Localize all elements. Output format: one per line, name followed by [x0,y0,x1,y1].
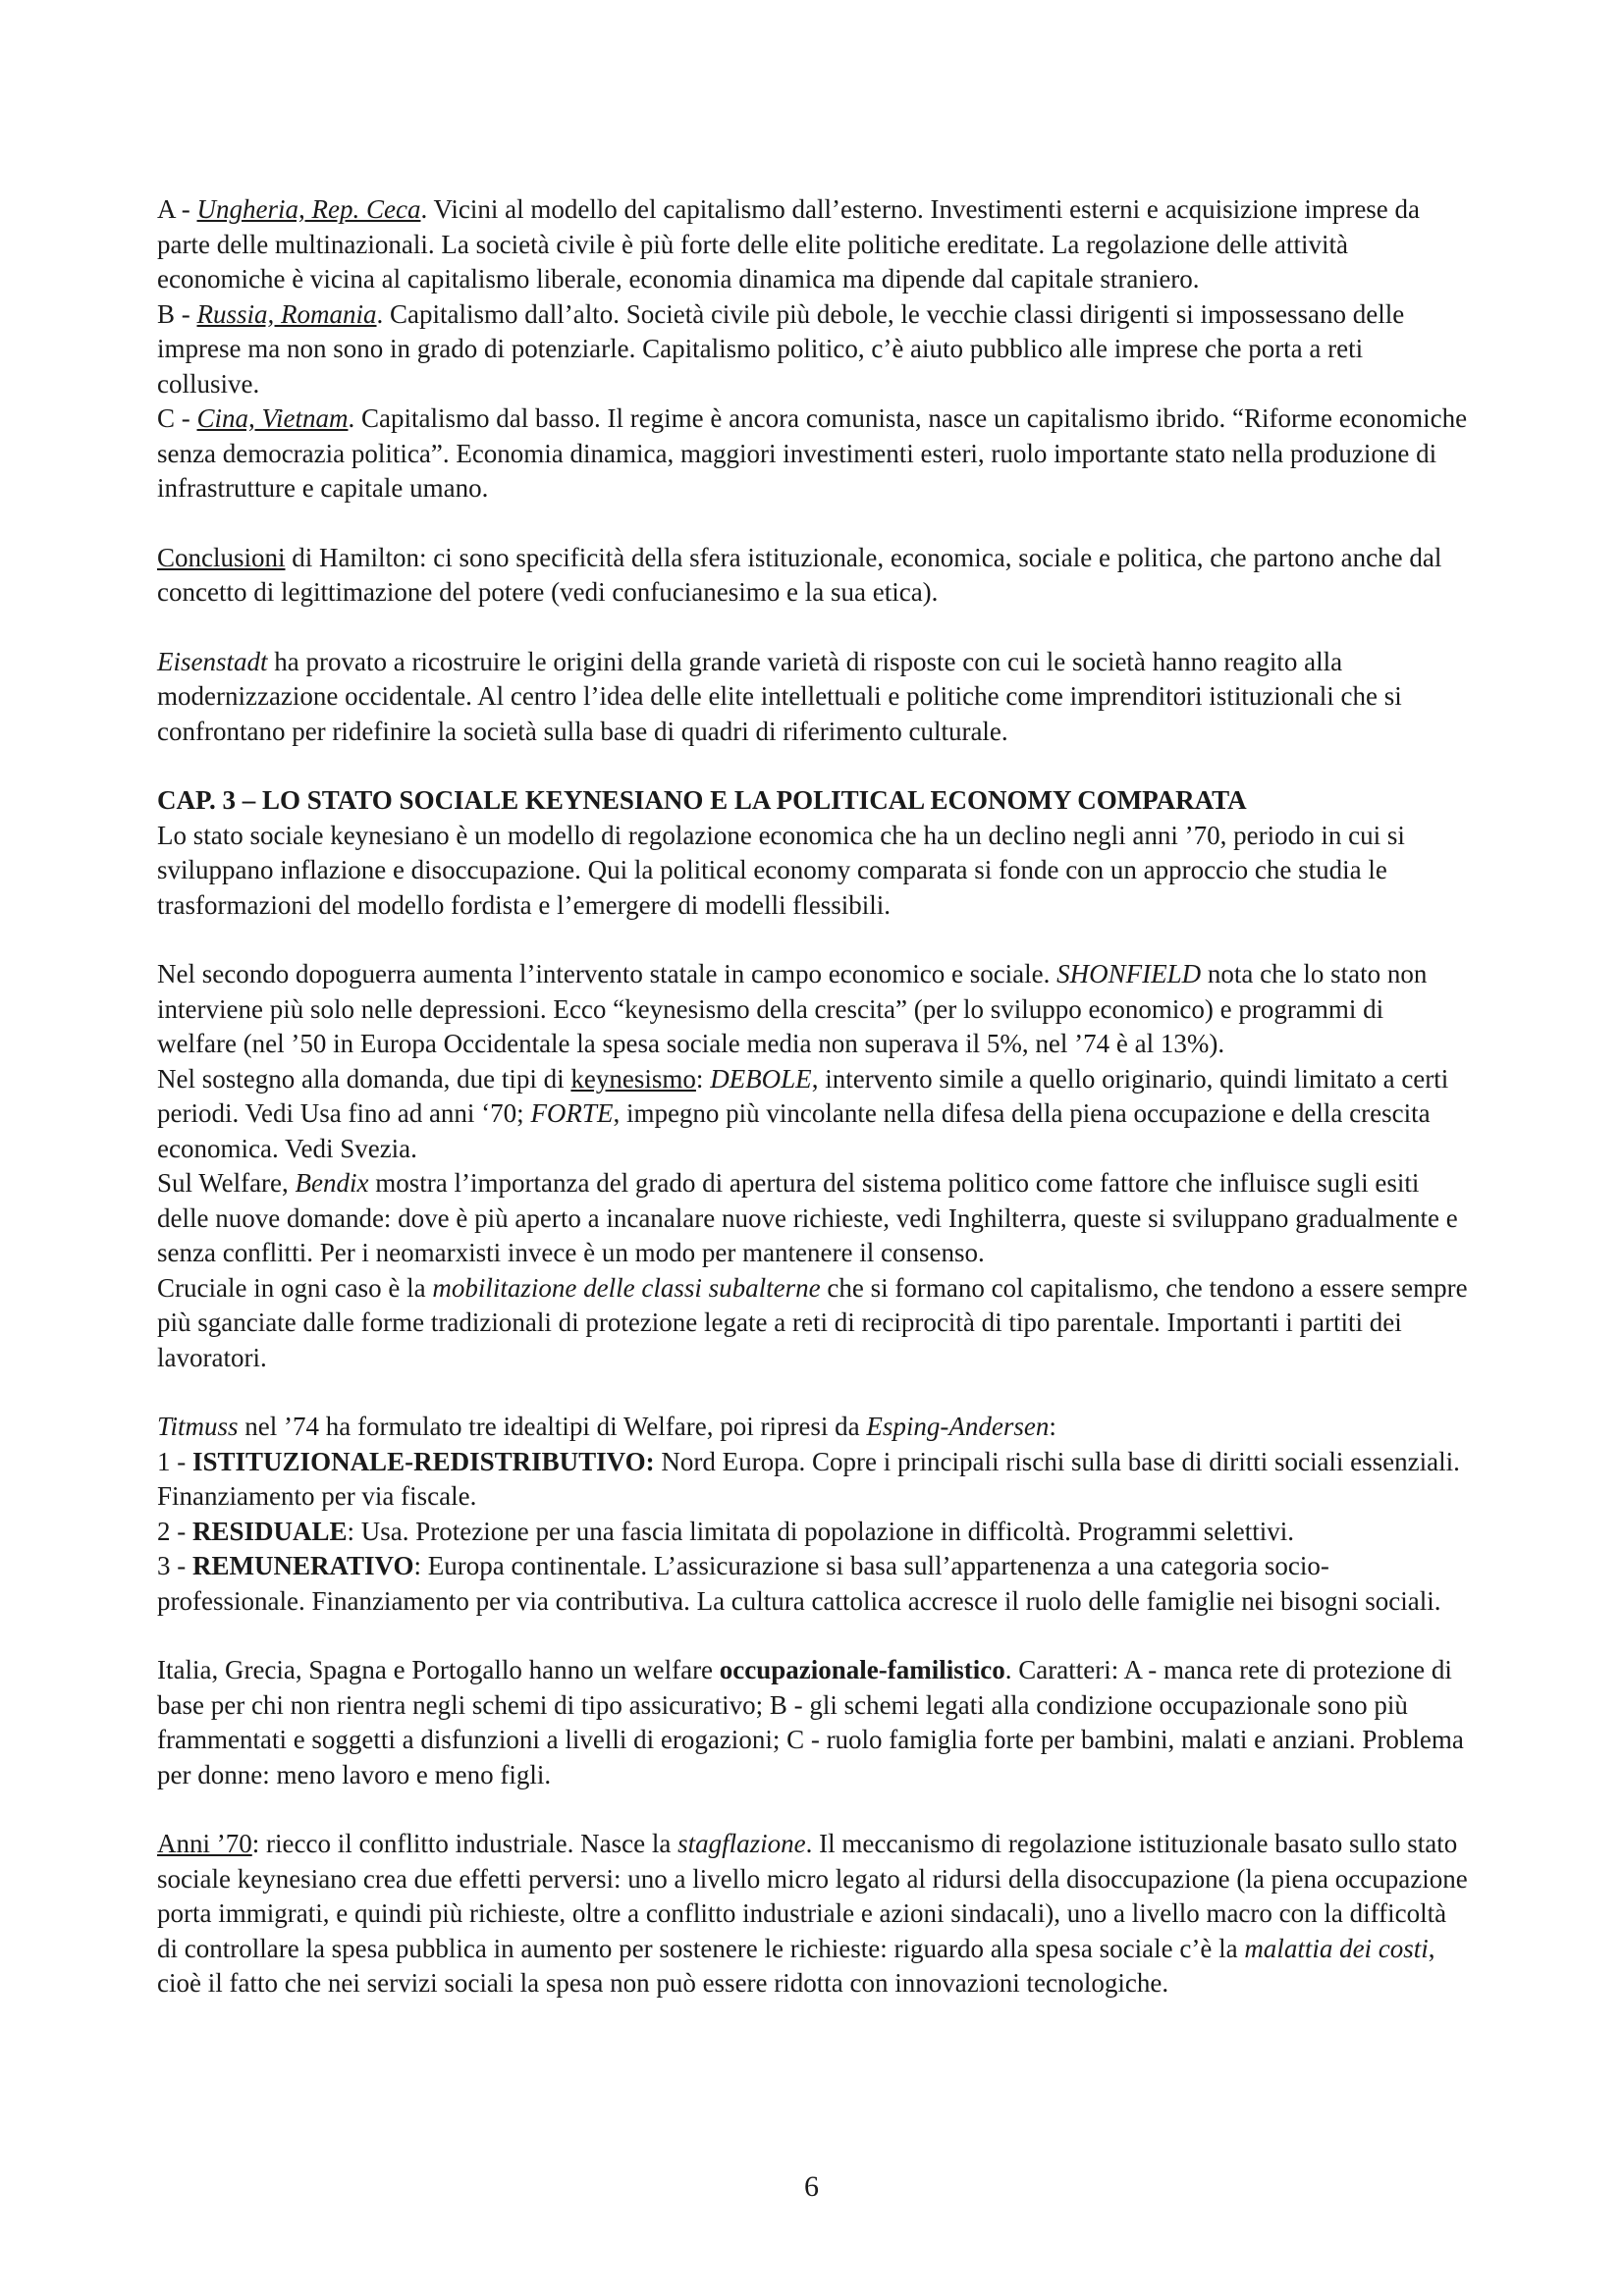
text-run: REMUNERATIVO [192,1551,414,1580]
paragraph [157,645,1468,750]
paragraph [157,541,1468,611]
text-run: DEBOLE [710,1063,812,1094]
paragraph [157,1653,1468,1792]
text-run: , intervento simile a quello originario, quindi limitato a certi periodi. Vedi Usa fino ad anni ‘70; [157,1063,1449,1128]
text-run: 1 - [157,1446,192,1476]
text-run: B - [157,298,197,329]
text-run: . Capitalismo dal basso. Il regime è ancora comunista, nasce un capitalismo ibrido. “Riforme economiche senza democrazia politica”. Economia dinamica, maggiori investimenti esteri, ruolo importante stato nella produzione di infrastrutture e capitale umano. [157,403,1468,503]
text-run: Titmuss [157,1412,239,1441]
paragraph [157,401,1468,507]
text-run: : [1049,1412,1056,1441]
paragraph [157,1549,1468,1619]
text-run: ha provato a ricostruire le origini della grande varietà di risposte con cui le società hanno reagito alla modernizzazione occidentale. Al centro l’idea delle elite intellettuali e politiche come imprenditori istituzionali che si confrontano per ridefinire la società sulla base di quadri di riferimento culturale. [157,646,1402,746]
text-run: C - [157,403,197,433]
text-run: CAP. 3 – LO STATO SOCIALE KEYNESIANO E LA POLITICAL ECONOMY COMPARATA [157,785,1247,815]
text-run: . Il meccanismo di regolazione istituzionale basato sullo stato sociale keynesiano crea due effetti perversi: uno a livello micro legato al ridursi della disoccupazione (la piena occupazione porta immigrati, e quindi più richieste, oltre a conflitto industriale e azioni sindacali), uno a livello macro con la difficoltà di controllare la spesa pubblica in aumento per sostenere le richieste: riguardo alla spesa sociale c’è la [157,1829,1468,1963]
text-run: nel ’74 ha formulato tre idealtipi di Welfare, poi ripresi da [238,1412,867,1441]
text-run: Nel sostegno alla domanda, due tipi di [157,1063,571,1094]
text-run: FORTE [530,1098,614,1128]
text-run: Nord Europa. Copre i principali rischi sulla base di diritti sociali essenziali. Finanziamento per via fiscale. [157,1446,1460,1511]
text-run: A - [157,194,197,224]
text-run: Lo stato sociale keynesiano è un modello di regolazione economica che ha un declino negli anni ’70, periodo in cui si sviluppano inflazione e disoccupazione. Qui la political economy comparata si fonde con un approccio che studia le trasformazioni del modello fordista e l’emergere di modelli flessibili. [157,820,1405,920]
text-run: SHONFIELD [1056,959,1202,988]
text-run: malattia dei costi [1244,1933,1429,1963]
text-run: : Usa. Protezione per una fascia limitata di popolazione in difficoltà. Programmi selettivi. [347,1516,1295,1546]
page-body [157,192,1468,2002]
text-run: che si formano col capitalismo, che tendono a essere sempre più sganciate dalle forme tradizionali di protezione legate a reti di reciprocità di tipo parentale. Importanti i partiti dei lavoratori. [157,1272,1468,1372]
paragraph [157,1515,1468,1550]
paragraph [157,192,1468,297]
text-run: Esping-Andersen [866,1412,1050,1441]
paragraph [157,1166,1468,1271]
text-run: . Capitalismo dall’alto. Società civile più debole, le vecchie classi dirigenti si impossessano delle imprese ma non sono in grado di potenziarle. Capitalismo politico, c’è aiuto pubblico alle imprese che porta a reti collusive. [157,298,1405,399]
text-run: , cioè il fatto che nei servizi sociali la spesa non può essere ridotta con innovazioni tecnologiche. [157,1933,1435,1998]
text-run: Russia, Romania [196,298,377,329]
text-run: 3 - [157,1551,192,1580]
paragraph [157,1445,1468,1515]
text-run: Bendix [295,1168,369,1198]
text-run: Conclusioni [157,542,286,572]
paragraph [157,783,1468,819]
text-run: 2 - [157,1516,192,1546]
text-run: , impegno più vincolante nella difesa della piena occupazione e della crescita economica. Vedi Svezia. [157,1098,1431,1163]
text-run: stagflazione [677,1829,806,1858]
text-run: Ungheria, Rep. Ceca [196,194,421,224]
text-run: Anni ’70 [157,1829,252,1858]
paragraph [157,819,1468,924]
text-run: nota che lo stato non interviene più solo nelle depressioni. Ecco “keynesismo della crescita” (per lo sviluppo economico) e programmi di welfare (nel ’50 in Europa Occidentale la spesa sociale media non superava il 5%, nel ’74 è al 13%). [157,959,1428,1058]
paragraph [157,957,1468,1062]
paragraph [157,1062,1468,1167]
text-run: mostra l’importanza del grado di apertura del sistema politico come fattore che influisce sugli esiti delle nuove domande: dove è più aperto a incanalare nuove richieste, vedi Inghilterra, queste si sviluppano gradualmente e senza conflitti. Per i neomarxisti invece è un modo per mantenere il consenso. [157,1168,1458,1267]
paragraph [157,1271,1468,1376]
page-number: 6 [804,2170,819,2203]
text-run: Nel secondo dopoguerra aumenta l’intervento statale in campo economico e sociale. [157,959,1057,988]
text-run: occupazionale-familistico [719,1655,1005,1684]
text-run: : Europa continentale. L’assicurazione si basa sull’appartenenza a una categoria socio-professionale. Finanziamento per via contributiva. La cultura cattolica accresce il ruolo delle famiglie nei bisogni sociali. [157,1551,1441,1616]
text-run: Cruciale in ogni caso è la [157,1272,433,1303]
text-run: Cina, Vietnam [196,403,349,433]
text-run: ISTITUZIONALE-REDISTRIBUTIVO: [192,1446,655,1476]
text-run: di Hamilton: ci sono specificità della sfera istituzionale, economica, sociale e politica, che partono anche dal concetto di legittimazione del potere (vedi confucianesimo e la sua etica). [157,542,1442,607]
text-run: keynesismo [570,1063,696,1094]
text-run: RESIDUALE [192,1516,348,1546]
text-run: : riecco il conflitto industriale. Nasce la [251,1829,678,1858]
text-run: Sul Welfare, [157,1168,296,1198]
text-run: mobilitazione delle classi subalterne [432,1272,821,1303]
paragraph [157,297,1468,402]
paragraph [157,1410,1468,1445]
text-run: . Caratteri: A - manca rete di protezione di base per chi non rientra negli schemi di tipo assicurativo; B - gli schemi legati alla condizione occupazionale sono più frammentati e soggetti a disfunzioni a livelli di erogazioni; C - ruolo famiglia forte per bambini, malati e anziani. Problema per donne: meno lavoro e meno figli. [157,1655,1464,1789]
paragraph [157,1827,1468,2002]
text-run: Italia, Grecia, Spagna e Portogallo hanno un welfare [157,1655,720,1684]
text-run: : [695,1063,711,1094]
text-run: . Vicini al modello del capitalismo dall’esterno. Investimenti esterni e acquisizione imprese da parte delle multinazionali. La società civile è più forte delle elite politiche ereditate. La regolazione delle attività economiche è vicina al capitalismo liberale, economia dinamica ma dipende dal capitale straniero. [157,194,1421,294]
text-run: Eisenstadt [157,646,268,676]
